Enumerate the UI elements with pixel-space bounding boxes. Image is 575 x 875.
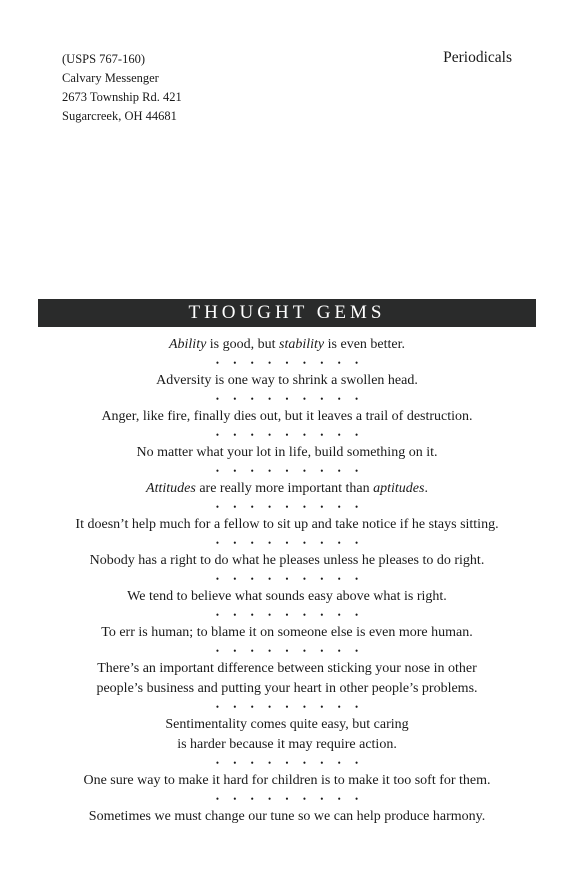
mailing-address — [62, 50, 182, 126]
dot-separator: • • • • • • • • • — [215, 574, 365, 584]
thought-gems-list — [38, 335, 536, 827]
emphasis-text: aptitudes — [373, 481, 425, 496]
thought-gem: Anger, like fire, finally dies out, but it leaves a trail of destruction. — [101, 409, 473, 424]
dot-separator: • • • • • • • • • — [215, 646, 365, 656]
thought-gem: To err is human; to blame it on someone else is even more human. — [101, 625, 473, 640]
emphasis-text: Attitudes — [146, 481, 196, 496]
dot-separator: • • • • • • • • • — [215, 394, 365, 404]
thought-gem: There’s an important difference between sticking your nose in other people’s business and putting your heart in other people’s problems. — [96, 661, 478, 696]
thought-gem: It doesn’t help much for a fellow to sit up and take notice if he stays sitting. — [75, 517, 499, 532]
thought-gem: No matter what your lot in life, build something on it. — [136, 445, 438, 460]
thought-gem: One sure way to make it hard for children is to make it too soft for them. — [83, 773, 491, 788]
address-line: (USPS 767-160) — [62, 52, 145, 66]
thought-gem: Sometimes we must change our tune so we can help produce harmony. — [88, 809, 486, 824]
thought-gem: We tend to believe what sounds easy above what is right. — [127, 589, 447, 604]
thought-gem: Nobody has a right to do what he pleases unless he pleases to do right. — [89, 553, 485, 568]
thought-gem: Attitudes are really more important than aptitudes. — [146, 481, 428, 496]
periodicals-label: Periodicals — [443, 49, 512, 66]
address-line: Sugarcreek, OH 44681 — [62, 109, 177, 123]
thought-gem: Sentimentality comes quite easy, but caring is harder because it may require action. — [165, 717, 409, 752]
dot-separator: • • • • • • • • • — [215, 538, 365, 548]
section-banner: THOUGHT GEMS — [38, 299, 536, 327]
address-line: Calvary Messenger — [62, 71, 159, 85]
dot-separator: • • • • • • • • • — [215, 466, 365, 476]
dot-separator: • • • • • • • • • — [215, 358, 365, 368]
thought-gem: Adversity is one way to shrink a swollen head. — [156, 373, 418, 388]
dot-separator: • • • • • • • • • — [215, 610, 365, 620]
thought-gem: Ability is good, but stability is even better. — [168, 337, 406, 352]
emphasis-text: Ability — [168, 337, 207, 352]
dot-separator: • • • • • • • • • — [215, 794, 365, 804]
emphasis-text: stability — [279, 337, 325, 352]
dot-separator: • • • • • • • • • — [215, 502, 365, 512]
dot-separator: • • • • • • • • • — [215, 430, 365, 440]
address-line: 2673 Township Rd. 421 — [62, 90, 182, 104]
dot-separator: • • • • • • • • • — [215, 758, 365, 768]
dot-separator: • • • • • • • • • — [215, 702, 365, 712]
